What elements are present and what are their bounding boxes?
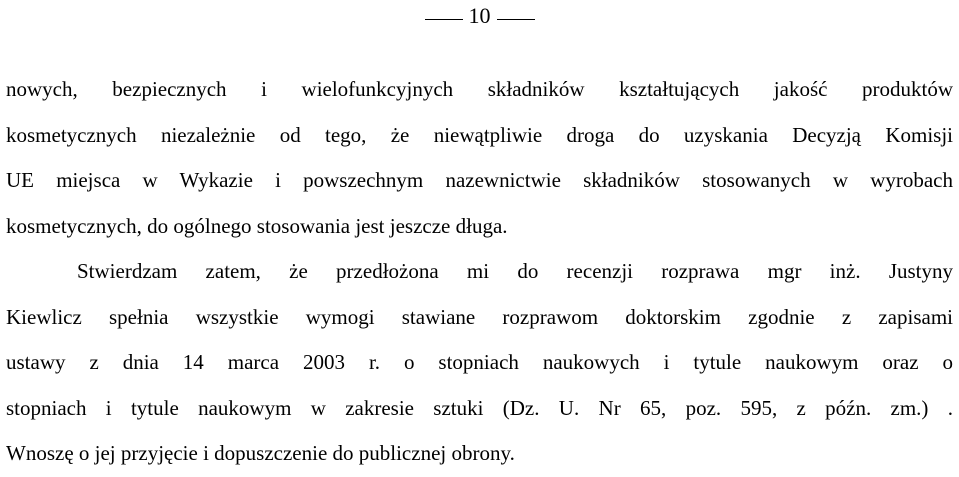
paragraph-2-line-4: stopniach i tytule naukowym w zakresie sztuki (Dz. U. Nr 65, poz. 595, z późn. zm.) . bbox=[6, 395, 953, 420]
page-number bbox=[0, 2, 959, 30]
paragraph-2-line-3: ustawy z dnia 14 marca 2003 r. o stopniach naukowych i tytule naukowym oraz o bbox=[6, 350, 953, 374]
document-body bbox=[6, 67, 953, 477]
paragraph-1-line-3: UE miejsca w Wykazie i powszechnym nazewnictwie składników stosowanych w wyrobach bbox=[6, 168, 953, 192]
paragraph-2-line-2: Kiewlicz spełnia wszystkie wymogi stawiane rozprawom doktorskim zgodnie z zapisami bbox=[6, 304, 953, 329]
paragraph-1-line-1: nowych, bezpiecznych i wielofunkcyjnych składników kształtujących jakość produktów bbox=[6, 77, 953, 101]
paragraph-1-line-4: kosmetycznych, do ogólnego stosowania jest jeszcze długa. bbox=[6, 213, 508, 238]
paragraph-1-line-2: kosmetycznych niezależnie od tego, że niewątpliwie droga do uzyskania Decyzją Komisji bbox=[6, 122, 953, 147]
page-number-value: 10 bbox=[468, 3, 491, 28]
paragraph-2 bbox=[6, 249, 953, 477]
paragraph-1 bbox=[6, 67, 953, 249]
page-number-right-rule bbox=[497, 19, 535, 20]
paragraph-2-line-1: Stwierdzam zatem, że przedłożona mi do recenzji rozprawa mgr inż. Justyny bbox=[77, 259, 953, 283]
page-number-left-rule bbox=[425, 19, 463, 20]
paragraph-2-line-5: Wnoszę o jej przyjęcie i dopuszczenie do publicznej obrony. bbox=[6, 441, 515, 465]
